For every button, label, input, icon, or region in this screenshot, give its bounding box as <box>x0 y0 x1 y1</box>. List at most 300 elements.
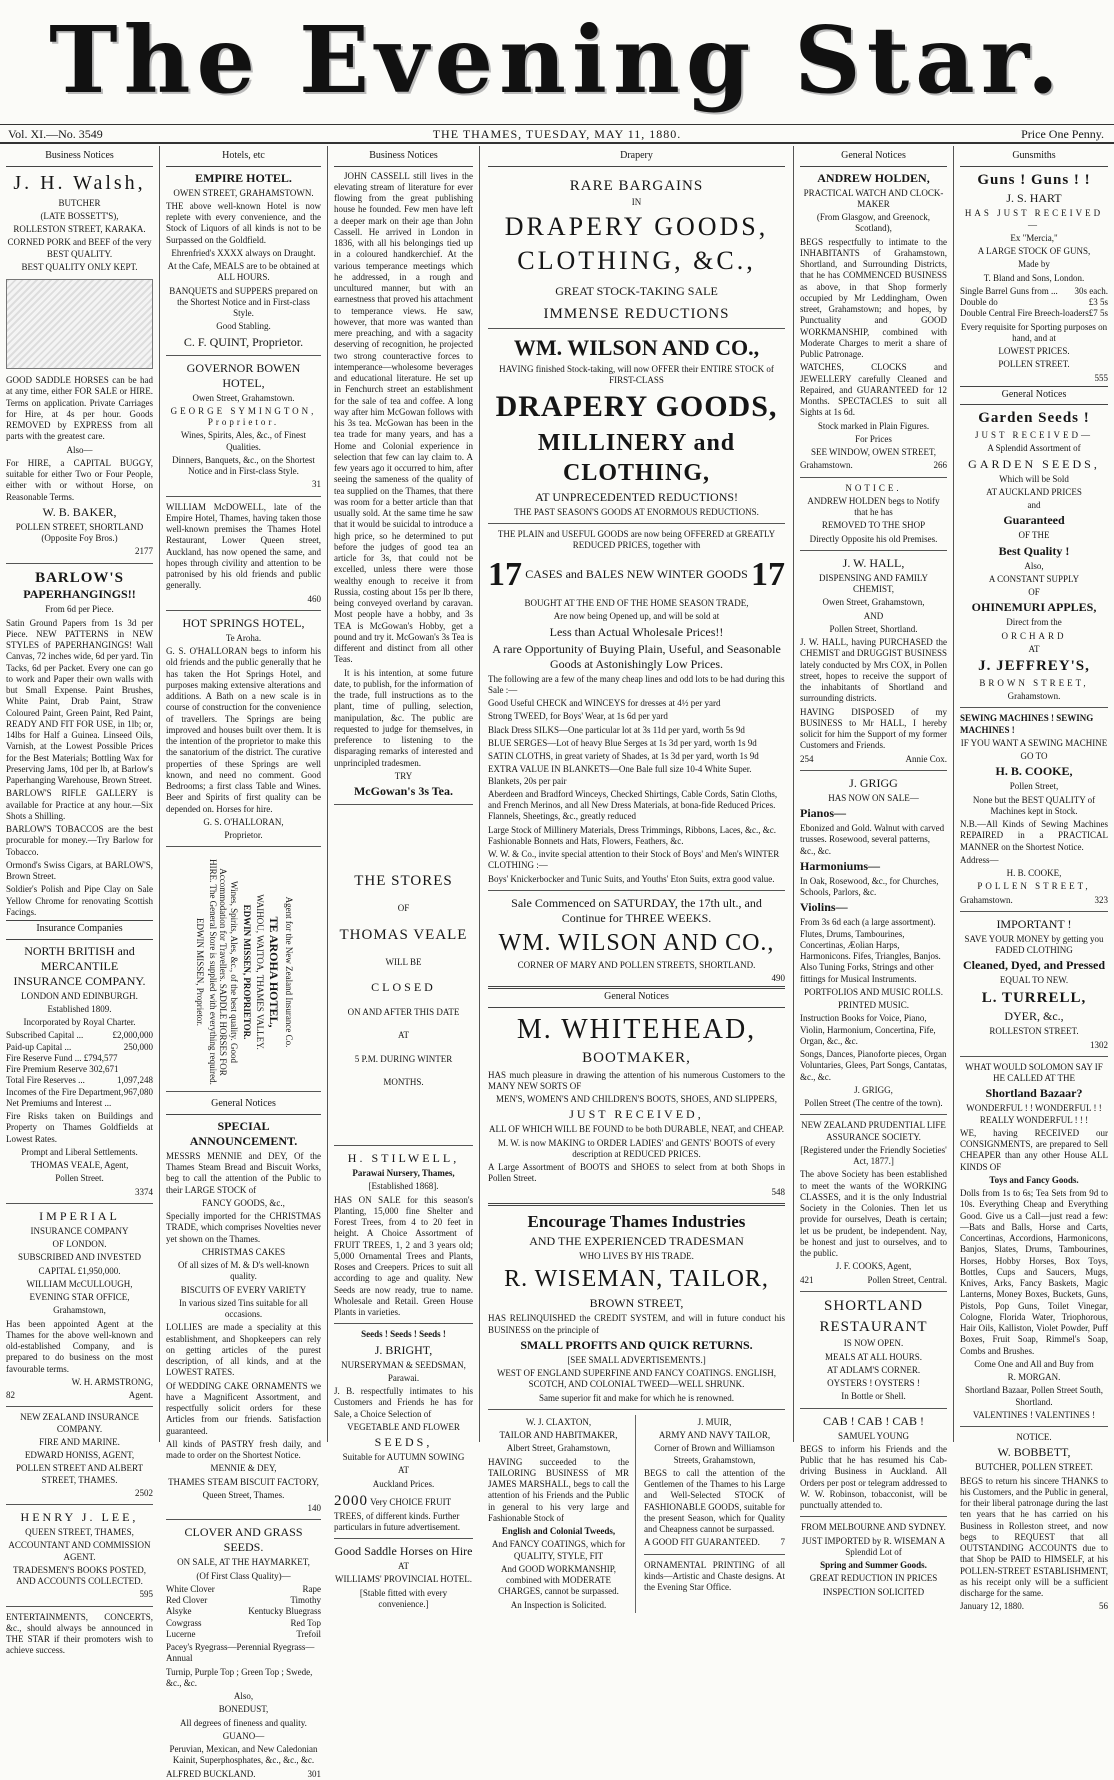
clover-turnip: Turnip, Purple Top ; Green Top ; Swede, &c., &c. <box>166 1666 313 1688</box>
tailors-row <box>488 1415 785 1613</box>
turrell-number: 1302 <box>1090 1039 1108 1050</box>
nbm-figure-row-cell: Subscribed Capital ... <box>6 1030 84 1041</box>
nbm-text: Fire Risks taken on Buildings and Property on Thames Goldfields at Lowest Rates. <box>6 1111 153 1144</box>
less-than-wholesale: Less than Actual Wholesale Prices!! <box>549 624 724 639</box>
lee-books: TRADESMEN'S BOOKS POSTED, AND ACCOUNTS COLLECTED. <box>13 1564 146 1586</box>
nbm-figure-row-cell: Paid-up Capital ... <box>6 1041 72 1052</box>
baker-text: GOOD SADDLE HORSES can be had at any time, either FOR SALE or HIRE. Terms on application. Private Carriages for Hire, at 4s per hour. Goods REMOVED by EXPRESS from all parts with the greatest care. <box>6 375 153 442</box>
claxton-english: English and Colonial Tweeds, <box>501 1526 616 1536</box>
imperial-amount: CAPITAL £1,950,000. <box>38 1265 121 1276</box>
whitehead-all: ALL OF WHICH WILL BE FOUND to be both DURABLE, NEAT, and CHEAP. <box>488 1124 785 1135</box>
hall-text: J. W. HALL, having PURCHASED the CHEMIST and DRUGGIST BUSINESS lately conducted by Mrs COX, in Pollen street, hopes to receive the support of the inhabitants of Shortland and surrounding districts. <box>800 637 947 704</box>
clover-item-row <box>166 1618 321 1629</box>
hart-prices <box>960 286 1108 320</box>
hall-address-2: Pollen Street, Shortland. <box>829 623 918 634</box>
horse-carriage-illustration <box>6 279 153 369</box>
muir-number: 7 <box>780 1537 785 1548</box>
masthead-title: The Evening Star. <box>49 6 1065 114</box>
baker-number: 2177 <box>135 546 153 557</box>
small-profits: SMALL PROFITS AND QUICK RETURNS. <box>520 1337 753 1352</box>
hart-lowest: LOWEST PRICES. <box>998 346 1070 356</box>
imperial-title: IMPERIAL <box>39 1208 120 1223</box>
mennie-wedding: Of WEDDING CAKE ORNAMENTS we have a Magnificent Assortment, and respectfully solicit orders for these Articles from our friends. Satisfaction guaranteed. <box>166 1380 321 1436</box>
empire-title: EMPIRE HOTEL. <box>195 170 292 185</box>
hart-just: HAS JUST RECEIVED— <box>964 208 1104 230</box>
drapery-line: Large Stock of Millinery Materials, Dress Trimmings, Ribbons, Laces, &c., &c. Fashionable Bonnets and Hats, Flowers, Feathers, &c. <box>488 824 777 846</box>
walsh-late: (LATE BOSSETT'S), <box>40 210 119 221</box>
clover-item-row-cell: Alsyke <box>166 1606 192 1617</box>
hotsprings-sign: G. S. O'HALLORAN, <box>203 816 284 827</box>
holden-role: PRACTICAL WATCH AND CLOCK-MAKER <box>803 187 944 209</box>
holden-window: SEE WINDOW, OWEN STREET, <box>810 447 937 457</box>
clover-bonedust: BONEDUST, <box>218 1704 269 1715</box>
nz-ins-agent: EDWARD HONISS, AGENT, <box>24 1450 135 1460</box>
clover-item-row <box>166 1584 321 1595</box>
hart-ex: Ex "Mercia," <box>1010 232 1058 243</box>
column-3 <box>328 146 480 1609</box>
clover-manure: All degrees of fineness and quality. <box>180 1717 307 1728</box>
drapery-line: Aberdeen and Bradford Winceys, Checked Shirtings, Cable Cords, Satin Cloths, and French Merinos, and all New Dress Materials, at bona-fide Reduced Prices. Flannels, Sheetings, &c., greatly reduced <box>488 788 778 822</box>
walsh-best: BEST QUALITY ONLY KEPT. <box>21 261 138 272</box>
if-you-want: IF YOU WANT A SEWING MACHINE <box>960 737 1108 748</box>
mccullough-text: Has been appointed Agent at the Thames for the above well-known and old-established Company, and is prepared to do business on the most favourable terms. <box>6 1318 153 1374</box>
clover-item-row-cell: Lucerne <box>166 1628 196 1639</box>
cooke-address-label: Address— <box>960 854 999 865</box>
hotsprings-address: Te Aroha. <box>225 632 262 643</box>
grigg-pianos-text: Ebonized and Gold. Walnut with carved trusses. Rosewood, several patterns, &c., &c. <box>800 823 945 856</box>
jeffrey-name: J. JEFFREY'S, <box>978 658 1090 674</box>
rotated-sign: EDWIN MISSEN, Proprietor. <box>194 917 205 1026</box>
dateline-bar <box>0 124 1114 144</box>
mcgowan-tea: McGowan's 3s Tea. <box>353 784 453 798</box>
restaurant-bottle: In Bottle or Shell. <box>841 1391 906 1402</box>
wilson-plain: THE PLAIN and USEFUL GOODS are now being OFFERED at GREATLY REDUCED PRICES, together with <box>497 529 776 551</box>
clover-item-row <box>166 1595 321 1606</box>
following-lines: The following are a few of the many cheap lines and odd lots to be had during this Sale :— <box>488 673 785 695</box>
nbm-figure-row-cell: Fire Premium Reserve 302,671 <box>6 1064 119 1074</box>
claxton-inspection: An Inspection is Solicited. <box>510 1599 607 1610</box>
drapery-line: Boys' Knickerbocker and Tunic Suits, and Youths' Eton Suits, extra good value. <box>488 873 775 884</box>
mcdowell-number: 460 <box>307 593 321 604</box>
nbm-agent: THOMAS VEALE, Agent, <box>30 1160 129 1170</box>
imported-text: JUST IMPORTED by R. WISEMAN A Splendid Lot of <box>801 1535 946 1557</box>
nbm-figure-row-cell: Total Fire Reserves ... <box>6 1075 85 1086</box>
clover-sign: ALFRED BUCKLAND. <box>166 1768 256 1779</box>
horses-stable: [Stable fitted with every convenience.] <box>359 1587 448 1609</box>
clover-item-row-cell: Red Top <box>290 1617 321 1628</box>
drapery-line: Good Useful CHECK and WINCEYS for dresses at 4½ per yard <box>488 698 721 708</box>
hall-address-1: Owen Street, Grahamstown, <box>822 597 925 608</box>
section-heading: General Notices <box>800 148 947 167</box>
and-label: and <box>1027 500 1041 510</box>
equal-new: EQUAL TO NEW. <box>999 975 1069 986</box>
drapery-line: Black Dress SILKS—One particular lot at 3s 11d per yard, worth 5s 9d <box>488 724 745 735</box>
cab-heading: CAB ! CAB ! CAB ! <box>822 1413 924 1428</box>
clover-guano: GUANO— <box>222 1730 265 1741</box>
lee-number: 595 <box>139 1589 153 1600</box>
mccullough-number: 82 <box>6 1390 15 1400</box>
nzpl-address: Pollen Street, Central. <box>867 1274 947 1285</box>
mennie-sizes: Of all sizes of M. & D's well-known quality. <box>177 1260 310 1282</box>
hart-price-row-cell: £7 5s <box>1088 308 1108 319</box>
direct-from: Direct from the <box>1006 617 1062 628</box>
hart-price-row <box>960 286 1108 297</box>
hart-maker: T. Bland and Sons, London. <box>983 272 1085 283</box>
mennie-sign: MENNIE & DEY, <box>210 1463 277 1474</box>
holden-name: ANDREW HOLDEN, <box>817 170 930 185</box>
rotated-advertisement <box>166 852 321 1092</box>
mccullough-sign: W. H. ARMSTRONG, <box>71 1376 153 1387</box>
wilson-millinery: MILLINERY and CLOTHING, <box>537 429 736 486</box>
hotsprings-proprietor: Proprietor. <box>224 830 263 840</box>
clover-guano-text: Peruvian, Mexican, and New Caledonian Kainit, Superphosphates, &c., &c., &c. <box>169 1744 318 1766</box>
bright-suitable: Suitable for AUTUMN SOWING <box>342 1452 465 1462</box>
whitehead-large: A Large Assortment of BOOTS and SHOES to select from at both Shops in Pollen Street. <box>488 1162 785 1184</box>
nzpl-title: NEW ZEALAND PRUDENTIAL LIFE ASSURANCE SOCIETY. <box>801 1120 946 1142</box>
cox-sign: Annie Cox. <box>905 753 947 764</box>
walsh-name: J. H. Walsh, <box>13 171 146 194</box>
section-heading: Business Notices <box>6 148 153 167</box>
holden-removed: REMOVED TO THE SHOP <box>821 520 926 531</box>
printing-notice: ORNAMENTAL PRINTING of all kinds—Artistic and Chaste designs. At the Evening Star Office. <box>644 1559 785 1592</box>
mennie-text: MESSRS MENNIE and DEY, Of the Thames Steam Bread and Biscuit Works, beg to call the attention of the Public to their LARGE STOCK of <box>166 1150 321 1195</box>
governor-title: GOVERNOR BOWEN HOTEL, <box>186 360 301 390</box>
rotated-text: Wines, Spirits, Ales, &c., of the best quality. Good Accommodation for Travellers. SADDLE HORSES FOR HIRE. The General Store is supplied with everything required. <box>207 858 239 1085</box>
nzpl-registered: [Registered under the Friendly Societies' Act, 1877.] <box>800 1144 947 1166</box>
nbm-city: LONDON AND EDINBURGH. <box>21 990 138 1001</box>
general-notices-heading: General Notices <box>488 986 785 1008</box>
column-1 <box>0 146 160 1656</box>
whitehead-making: M. W. is now MAKING to ORDER LADIES' and GENTS' BOOTS of every description at REDUCED PRICES. <box>497 1137 776 1159</box>
seventeen-row <box>488 554 785 597</box>
cox-number: 254 <box>800 753 814 764</box>
grigg-sign: J. GRIGG, <box>854 1084 893 1095</box>
stores-after: ON AND AFTER THIS DATE <box>347 1007 460 1017</box>
come-one: Come One and All and Buy from <box>974 1358 1094 1369</box>
bright-text: J. B. respectfully intimates to his Customers and Friends he has for Sale, a Choice Selection of <box>334 1386 473 1419</box>
nbm-title: NORTH BRITISH and MERCANTILE INSURANCE COMPANY. <box>13 943 146 988</box>
hart-address: POLLEN STREET. <box>998 359 1070 370</box>
clothing: CLOTHING, &C., <box>517 246 756 275</box>
muir-name: J. MUIR, <box>697 1416 732 1427</box>
hart-price-row-cell: Single Barrel Guns from ... <box>960 285 1058 296</box>
holden-text: BEGS respectfully to intimate to the INHABITANTS of Grahamstown, Shortland, and Surrounding Districts, that he has COMMENCED BUSINESS as above, in that Shop formerly occupied by Mr Leddingham, Owen street, Grahamstown; and hopes, by Punctuality and GOOD WORKMANSHIP, combined with Moderate Charges to merit a share of Public Patronage. <box>800 236 947 359</box>
nbm-figures <box>6 1030 153 1109</box>
claxton-role: TAILOR AND HABITMAKER, <box>499 1430 618 1440</box>
hart-name: J. S. HART <box>1006 191 1062 206</box>
barlow-title: BARLOW'S <box>35 569 124 586</box>
nbm-prompt: Prompt and Liberal Settlements. <box>21 1146 138 1157</box>
bright-2000: 2000 <box>334 1492 368 1509</box>
claxton-text: HAVING succeeded to the TAILORING BUSINESS of MR JAMES MARSHALL, begs to call the attention of his Friends and the Public in general to his very large and Fashionable Stock of <box>488 1456 629 1523</box>
volume-number: Vol. XI.—No. 3549 <box>8 127 103 141</box>
bright-at: AT <box>398 1465 409 1476</box>
drapery-line: SATIN CLOTHS, in great variety of Shades, at 1s 3d per yard, worth 1s 9d <box>488 751 759 761</box>
nzpl-text: The above Society has been established to meet the wants of the WORKING CLASSES, and it is the only Industrial Society in the Colonies. Then let us provide for ourselves, Death is certain; let us be prudent, be independent. Nay, be honest and just to ourselves, and to the public. <box>800 1169 947 1258</box>
mennie-factory: THAMES STEAM BISCUIT FACTORY, <box>168 1476 319 1487</box>
of-label: OF <box>1028 587 1040 597</box>
stores-name: THOMAS VEALE <box>339 927 468 943</box>
dateline: THE THAMES, TUESDAY, MAY 11, 1880. <box>432 127 682 141</box>
nzpl-number: 421 <box>800 1274 814 1285</box>
mennie-tins: In various sized Tins suitable for all occasions. <box>179 1297 308 1319</box>
drapery-goods: DRAPERY GOODS, <box>504 211 769 241</box>
cooke-number: 323 <box>1094 894 1108 905</box>
stocktaking-sale: GREAT STOCK-TAKING SALE <box>555 283 718 298</box>
nbm-figure-row <box>6 1064 153 1075</box>
empire-cafe: At the Cafe, MEALS are to be obtained at ALL HOURS. <box>167 261 320 283</box>
toys-fancy: Toys and Fancy Goods. <box>989 1174 1079 1185</box>
grigg-songs: Songs, Dances, Pianoforte pieces, Organ Voluntaries, Glees, Part Songs, Cantatas, &c., &c. <box>800 1049 947 1082</box>
garden-seeds: Garden Seeds ! <box>978 410 1090 427</box>
restaurant-oysters: OYSTERS ! OYSTERS ! <box>827 1378 920 1388</box>
bazaar-received: WE, having RECEIVED our CONSIGNMENTS, are prepared to Sell CHEAPER than any other House ALL KINDS OF <box>960 1127 1108 1172</box>
clover-quality: (Of First Class Quality)— <box>196 1570 291 1581</box>
hart-number: 555 <box>1094 372 1108 383</box>
whitehead-number: 548 <box>771 1186 785 1197</box>
spring-goods: Spring and Summer Goods. <box>820 1560 927 1570</box>
mennie-lollies: LOLLIES are made a speciality at this establishment, and Shopkeepers can rely on getting articles of the purest description, of all kinds, and at the LOWEST RATES. <box>166 1322 321 1378</box>
claxton-ad <box>488 1415 636 1613</box>
column-5 <box>794 146 954 1597</box>
wilson-having: HAVING finished Stock-taking, will now OFFER their ENTIRE STOCK of FIRST-CLASS <box>499 363 774 385</box>
lee-role: ACCOUNTANT AND COMMISSION AGENT. <box>8 1540 151 1562</box>
mennie-cakes: CHRISTMAS CAKES <box>201 1246 286 1257</box>
clover-item-row-cell: Cowgrass <box>166 1617 202 1628</box>
barlow-text: Satin Ground Papers from 1s 3d per Piece. NEW PATTERNS in NEW STYLES of PAPERHANGINGS! Wall Canvas, 72 inches wide, 6d per yard. Tin Tacks, 6d per Packet. Every one can go to work and Paper their own walls with but Small Expense. Paint Brushes, White Paint, Drab Paint, Straw Coloured Paint, Green Paint, Red Paint, READY AND FIT FOR USE, in 1lb; or, 14lbs for Half a Guinea. Linseed Oils, Varnish, at the Lowest Possible Prices for the Best Materials; Bottling Wax for Preserving Jams, 10d per lb, at Barlow's Paperhanging Warehouse, Brown Street. <box>6 617 153 785</box>
barlow-from: From 6d per Piece. <box>45 604 114 615</box>
general-notices-heading: General Notices <box>166 1096 321 1115</box>
hall-and: AND <box>863 610 884 621</box>
barlow-ormond: Ormond's Swiss Cigars, at BARLOW'S, Brown Street. <box>6 859 153 881</box>
rare-bargains: RARE BARGAINS <box>569 177 704 194</box>
grigg-name: J. GRIGG <box>849 775 898 790</box>
walsh-corned: CORNED PORK and BEEF of the very BEST QUALITY. <box>7 237 152 259</box>
nbm-figure-row <box>6 1030 153 1041</box>
grigg-harmoniums-text: In Oak, Rosewood, &c., for Churches, Schools, Parlors, &c. <box>800 875 939 897</box>
which-sold: Which will be Sold <box>999 473 1069 484</box>
holden-stock: Stock marked in Plain Figures. <box>817 420 930 431</box>
auckland-prices: AT AUCKLAND PRICES <box>986 486 1082 497</box>
hart-made: Made by <box>1018 259 1050 270</box>
holden-opposite: Directly Opposite his old Premises. <box>809 533 938 544</box>
cleaned-dyed: Cleaned, Dyed, and Pressed <box>962 958 1106 973</box>
garden-seeds-title: GARDEN SEEDS, <box>968 456 1100 471</box>
bobbett-notice: NOTICE. <box>1016 1432 1052 1442</box>
wiseman-name: R. WISEMAN, TAILOR, <box>504 1266 769 1293</box>
governor-proprietor: GEORGE SYMINGTON, Proprietor. <box>170 405 317 427</box>
muir-ad <box>644 1415 785 1613</box>
bobbett-role: BUTCHER, POLLEN STREET. <box>975 1462 1093 1473</box>
seeds-heading: Seeds ! Seeds ! Seeds ! <box>361 1329 446 1340</box>
nzpl-sign: J. F. COOKS, Agent, <box>835 1261 912 1272</box>
rare-in: IN <box>631 197 642 208</box>
baker-also: Also— <box>66 444 93 455</box>
mccullough-name: WILLIAM McCULLOUGH, <box>26 1278 133 1289</box>
empire-text: THE above well-known Hotel is now replete with every convenience, and the Stock of Liquors of all kinds is not to be Surpassed on the Goldfield. <box>166 200 321 245</box>
drapery-line: W. W. & Co., invite special attention to their Stock of Boys' and Men's WINTER CLOTHING :— <box>488 849 780 871</box>
nz-ins-fire: FIRE AND MARINE. <box>39 1436 120 1447</box>
stores-at: AT <box>398 1030 409 1041</box>
stores-time: 5 P.M. DURING WINTER <box>354 1053 453 1064</box>
drapery-line: BLUE SERGES—Lot of heavy Blue Serges at 1s 3d per yard, worth 1s 9d <box>488 737 757 748</box>
empire-stabling: Good Stabling. <box>216 321 271 332</box>
nbm-incorporated: Incorporated by Royal Charter. <box>23 1017 136 1027</box>
splendid: A Splendid Assortment of <box>987 443 1081 454</box>
cooke-town: Grahamstown. <box>960 894 1013 905</box>
bright-vegetable: VEGETABLE AND FLOWER <box>347 1421 460 1432</box>
bobbett-number: 56 <box>1099 1601 1108 1612</box>
bright-name: J. BRIGHT, <box>374 1342 433 1357</box>
nbm-figure-row-cell: Fire Reserve Fund ... £794,577 <box>6 1052 118 1063</box>
cab-text: BEGS to inform his Friends and the Public that he has resumed his Cab-driving Business in Auckland. All Orders per post or telegram addressed to W. W. Robinson, tobacconist, will be punctually attended to. <box>800 1443 947 1510</box>
bright-role: NURSERYMAN & SEEDSMAN, <box>341 1359 466 1370</box>
stores-notice <box>334 810 473 1140</box>
section-heading: Gunsmiths <box>960 148 1108 167</box>
hart-price-row-cell: £3 5s <box>1088 297 1108 307</box>
bought-end: BOUGHT AT THE END OF THE HOME SEASON TRADE, <box>524 598 749 608</box>
best-quality: Best Quality ! <box>998 543 1070 558</box>
drapery-lines <box>488 698 785 885</box>
bazaar-list: Dolls from 1s to 6s; Tea Sets from 9d to 10s. Everything Cheap and Everything Good. Give us a Call—just read a few:—Bats and Balls, Horse and Carts, Concertinas, Accordions, Harmonicons, Banjos, Slates, Drums, Tambourines, Horses, Hobby Horses, Box Toys, Bottles, Cups and Saucers, Mugs, Knives, Arks, Fancy Baskets, Magic Lanterns, Money Boxes, Buckets, Guns, Pistols, Pop Guns, Toilet Vinegar, Cologne, Florida Water, Triophorous, Hair Oils, Kalliston, Violet Powder, Puff Boxes, Fruit Soap, Rimmel's Soap, Combs and Brushes. <box>960 1188 1108 1356</box>
clover-items <box>166 1584 321 1640</box>
stores-will: WILL BE <box>385 956 422 967</box>
grigg-violins-text: From 3s 6d each (a large assortment). Flutes, Drums, Tambourines, Concertinas, Æolian Harps, Harmonicons. Fifes, Triangles, Banjos. Also Tuning Forks, Strings and other fittings for Musical Instruments. <box>800 917 941 984</box>
immense-reductions: IMMENSE REDUCTIONS <box>543 305 730 322</box>
muir-text: BEGS to call the attention of the Gentlemen of the Thames to his Large and Well-Selected STOCK of FASHIONABLE GOODS, suitable for the present Season, which for Quality and Cheapness cannot be surpassed. <box>644 1467 785 1534</box>
cooke-name-2: H. B. COOKE, <box>1006 868 1062 878</box>
hart-every: Every requisite for Sporting purposes on hand, and at <box>960 321 1108 343</box>
nbm-street: Pollen Street. <box>55 1173 104 1184</box>
claxton-name: W. J. CLAXTON, <box>525 1416 592 1427</box>
clover-ryegrass: Pacey's Ryegrass—Perennial Ryegrass—Annual <box>166 1642 315 1664</box>
holden-town: Grahamstown. <box>800 460 853 471</box>
clover-item-row-cell: Timothy <box>290 1595 321 1605</box>
special-announcement: SPECIAL ANNOUNCEMENT. <box>189 1118 298 1148</box>
mccullough-agent: Agent. <box>128 1390 153 1400</box>
muir-address: Corner of Brown and Williamson Streets, Grahamstown, <box>654 1443 775 1465</box>
clover-sale: ON SALE, AT THE HAYMARKET, <box>177 1557 310 1568</box>
just-received: JUST RECEIVED— <box>974 430 1094 440</box>
mennie-pastry: All kinds of PASTRY fresh daily, and made to order on the Shortest Notice. <box>166 1438 321 1460</box>
cassell-end: It is his intention, at some future date, to publish, for the information of the trade, full instructions as to the plant, time of pulling, selection, manipulation, &c. The public are requested to judge for themselves, in preference to listening to the disparaging remarks of interested and unprincipled tradesmen. <box>334 667 473 768</box>
general-notices-heading: General Notices <box>960 386 1108 406</box>
nbm-figure-row-cell: 1,097,248 <box>117 1075 153 1086</box>
bright-fruit: Very CHOICE FRUIT TREES, of different kinds. Further particulars in future advertisement. <box>334 1496 460 1532</box>
nbm-figure-row-cell: 967,080 <box>123 1086 153 1097</box>
price: Price One Penny. <box>1021 127 1104 141</box>
stilwell-nursery: Parawai Nursery, Thames, <box>352 1168 455 1178</box>
mccullough-town: Grahamstown, <box>53 1305 106 1316</box>
whitehead-mens: MEN'S, WOMEN'S AND CHILDREN'S BOOTS, SHOES, AND SLIPPERS, <box>496 1094 777 1104</box>
clover-title: CLOVER AND GRASS SEEDS. <box>184 1525 303 1555</box>
grigg-printed: PRINTED MUSIC. <box>837 1000 909 1010</box>
empire-proprietor: C. F. QUINT, Proprietor. <box>183 334 304 349</box>
entertainments-notice: ENTERTAINMENTS, CONCERTS, &c., should always be announced in THE STAR if their promoters wish to achieve success. <box>6 1611 153 1656</box>
baker-name: W. B. BAKER, <box>42 504 117 519</box>
nbm-figure-row-cell: Incomes of the Fire Department, Net Premiums and Interest ... <box>6 1086 124 1108</box>
cases-bales: CASES and BALES NEW WINTER GOODS <box>525 567 748 582</box>
claxton-fancy: And FANCY COATINGS, which for QUALITY, STYLE, FIT <box>491 1539 626 1561</box>
orchard: ORCHARD <box>1001 630 1067 641</box>
cab-young: SAMUEL YOUNG <box>837 1430 910 1441</box>
melbourne-heading: FROM MELBOURNE AND SYDNEY. <box>801 1522 946 1533</box>
jeffrey-brown: BROWN STREET, <box>979 677 1089 688</box>
grigg-address: Pollen Street (The centre of the town). <box>804 1098 943 1108</box>
section-heading: Hotels, etc <box>166 148 321 167</box>
restaurant-corner: AT ADLAM'S CORNER. <box>826 1364 921 1375</box>
restaurant-open: IS NOW OPEN. <box>843 1338 904 1349</box>
great-reduction: GREAT REDUCTION IN PRICES <box>809 1573 938 1584</box>
column-6 <box>954 146 1114 1612</box>
nbm-established: Established 1809. <box>47 1003 112 1014</box>
also-label: Also, <box>1024 560 1044 571</box>
grigg-pianos: Pianos— <box>800 806 847 820</box>
governor-number: 31 <box>312 479 321 490</box>
nbm-figure-row <box>6 1075 153 1086</box>
solomon: WHAT WOULD SOLOMON SAY IF HE CALLED AT THE <box>965 1061 1103 1083</box>
clover-item-row-cell: Rape <box>302 1583 321 1594</box>
cooke-address: Pollen Street, <box>1009 781 1059 792</box>
bright-prices: Auckland Prices. <box>372 1478 435 1489</box>
whitehead-text: HAS much pleasure in drawing the attention of his numerous Customers to the MANY NEW SORTS OF <box>488 1069 785 1091</box>
important: IMPORTANT ! <box>996 916 1072 931</box>
governor-wines: Wines, Spirits, Ales, &c., of Finest Qualities. <box>180 430 307 452</box>
hotsprings-text: G. S. O'HALLORAN begs to inform his old friends and the public generally that he has taken the Hot Springs Hotel, and purposes making extensive alterations and additions. A Bath on a new scale is in course of construction for the convenience of travellers. The Springs are being improved and houses built over them. It is the intention of the proprietor to make this the sanatorium of the district. The curative properties of these Springs are well known, and need no comment. Good Bedrooms; a first class Table and Wines. Beer and Spirits of first quality can be depended on. Horses for hire. <box>166 646 321 814</box>
hart-price-row <box>960 308 1108 319</box>
go-to: GO TO <box>1020 751 1048 761</box>
nbm-number: 3374 <box>135 1186 153 1197</box>
seventeen-left: 17 <box>488 555 522 593</box>
insurance-heading: Insurance Companies <box>6 920 153 940</box>
cooke-nb: N.B.—All Kinds of Sewing Machines REPAIRED in a PRACTICAL MANNER on the Shortest Notice. <box>960 819 1108 852</box>
clover-item-row <box>166 1606 321 1617</box>
governor-address: Owen Street, Grahamstown. <box>192 392 295 403</box>
turrell-dyer: DYER, &c., <box>1004 1009 1064 1024</box>
encourage-industries: Encourage Thames Industries <box>527 1211 746 1231</box>
clover-item-row-cell: Trefoil <box>296 1628 321 1639</box>
hart-price-row-cell: Double Central Fire Breech-loaders <box>960 308 1089 319</box>
ohinemuri-apples: OHINEMURI APPLES, <box>971 600 1097 615</box>
mcdowell-text: WILLIAM McDOWELL, late of the Empire Hotel, Thames, having taken those well-known premises the Thames Hotel Restaurant, Lower Queen street, Auckland, has now opened the same, and hopes through civility and attention to be patronised by his old friends and public generally. <box>166 501 321 591</box>
mennie-number: 140 <box>307 1503 321 1513</box>
wilson-corner: CORNER OF MARY AND POLLEN STREETS, SHORTLAND. <box>517 959 756 970</box>
restaurant-meals: MEALS AT ALL HOURS. <box>824 1351 922 1362</box>
restaurant-title: RESTAURANT <box>819 1318 928 1335</box>
inspection-solicited: INSPECTION SOLICITED <box>822 1586 925 1597</box>
see-small-ads: [SEE SMALL ADVERTISEMENTS.] <box>567 1354 706 1365</box>
column-4 <box>480 146 794 1610</box>
claxton-address: Albert Street, Grahamstown, <box>506 1443 611 1454</box>
grigg-instruction: Instruction Books for Voice, Piano, Violin, Harmonium, Concertina, Fife, Organ, &c., &c. <box>800 1013 936 1046</box>
stores-title: THE STORES <box>354 873 453 889</box>
whitehead-name: M. WHITEHEAD, <box>516 1013 757 1045</box>
muir-role: ARMY AND NAVY TAILOR, <box>658 1430 771 1440</box>
morgan-address: Shortland Bazaar, Pollen Street South, Shortland. <box>964 1385 1104 1407</box>
cox-text: HAVING DISPOSED of my BUSINESS to Mr HALL, I hereby solicit for him the Support of my former Customers and Friends. <box>800 706 947 751</box>
imperial-capital: SUBSCRIBED AND INVESTED <box>17 1252 141 1263</box>
hart-price-row-cell: 30s each. <box>1074 285 1108 296</box>
walsh-trade: BUTCHER <box>58 197 101 208</box>
morgan-name: R. MORGAN. <box>1007 1372 1061 1382</box>
rotated-agent: Agent for the New Zealand Insurance Co. <box>283 896 294 1048</box>
jeffrey-town: Grahamstown. <box>1007 691 1061 701</box>
stilwell-name: H. STILWELL, <box>347 1151 460 1165</box>
column-2 <box>160 146 328 1779</box>
nz-ins-number: 2502 <box>135 1487 153 1498</box>
clover-number: 301 <box>307 1768 321 1779</box>
grigg-violins: Violins— <box>800 900 848 915</box>
